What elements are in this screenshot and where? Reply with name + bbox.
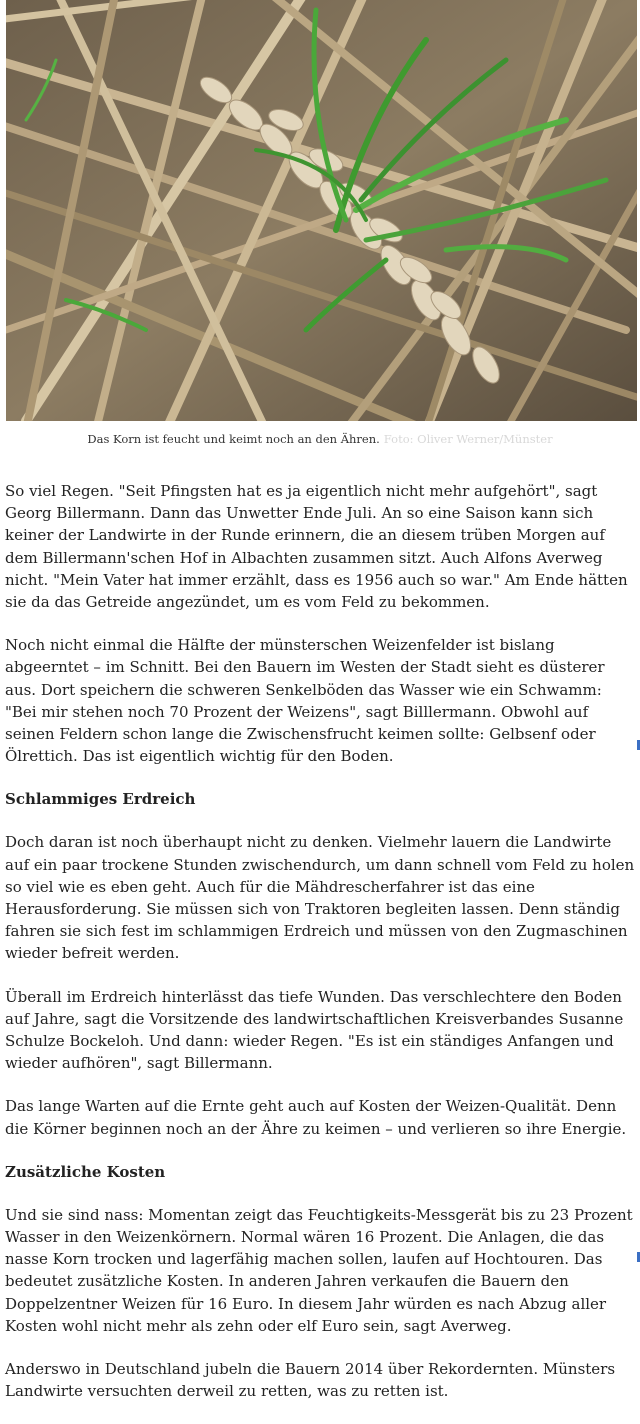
paragraph: Und sie sind nass: Momentan zeigt das Feuchtigkeits-Messgerät bis zu 23 Prozent Wasser in den Weizenkörnern. Normal wären 16 Prozent. Die Anlagen, die das nasse Korn trocken und lagerfähig machen sollen, laufen auf Hochtouren. Das bedeutet zusätzliche Kosten. In anderen Jahren verkaufen die Bauern den Doppelzentner Weizen für 16 Euro. In diesem Jahr würden es nach Abzug aller Kosten wohl nicht mehr als zehn oder elf Euro sein, sagt Averweg. [5, 1205, 633, 1335]
photo-caption [0, 432, 640, 446]
paragraph: Doch daran ist noch überhaupt nicht zu denken. Vielmehr lauern die Landwirte auf ein paar trockene Stunden zwischendurch, um dann schnell vom Feld zu holen so viel wie es eben geht. Auch für die Mähdrescherfahrer ist das eine Herausforderung. Sie müssen sich von Traktoren begleiten lassen. Denn ständig fahren sie sich fest im schlammigen Erdreich und müssen von den Zugmaschinen wieder befreit werden. [5, 833, 635, 963]
article-photo [6, 0, 637, 421]
paragraph: Noch nicht einmal die Hälfte der münsterschen Weizenfelder ist bislang abgeerntet – im Schnitt. Bei den Bauern im Westen der Stadt sieht es düsterer aus. Dort speichern die schweren Senkelböden das Wasser wie ein Schwamm: "Bei mir stehen noch 70 Prozent der Weizens", sagt Billlermann. Obwohl auf seinen Feldern schon lange die Zwischensfrucht keimen sollte: Gelbsenf oder Ölrettich. Das ist eigentlich wichtig für den Boden. [5, 636, 605, 766]
photo-credit: Foto: Oliver Werner/Münster [383, 432, 553, 446]
paragraph: Überall im Erdreich hinterlässt das tiefe Wunden. Das verschlechtere den Boden auf Jahre, sagt die Vorsitzende des landwirtschaftlichen Kreisverbandes Susanne Schulze Bockeloh. Und dann: wieder Regen. "Es ist ein ständiges Anfangen und wieder aufhören", sagt Billermann. [5, 987, 624, 1073]
section-heading: Schlammiges Erdreich [5, 790, 196, 809]
section-heading: Zusätzliche Kosten [5, 1162, 166, 1181]
paragraph: So viel Regen. "Seit Pfingsten hat es ja eigentlich nicht mehr aufgehört", sagt Georg Billermann. Dann das Unwetter Ende Juli. An so eine Saison kann sich keiner der Landwirte in der Runde erinnern, die an diesem trüben Morgen auf dem Billermann'schen Hof in Albachten zusammen sitzt. Auch Alfons Averweg nicht. "Mein Vater hat immer erzählt, dass es 1956 auch so war." Am Ende hätten sie da das Getreide angezündet, um es vom Feld zu bekommen. [5, 482, 628, 612]
paragraph: Das lange Warten auf die Ernte geht auch auf Kosten der Weizen-Qualität. Denn die Körner beginnen noch an der Ähre zu keimen – und verlieren so ihre Energie. [5, 1097, 627, 1138]
article-body [5, 480, 635, 1424]
paragraph: Anderswo in Deutschland jubeln die Bauern 2014 über Rekordernten. Münsters Landwirte versuchten derweil zu retten, was zu retten ist. [5, 1360, 616, 1401]
caption-text: Das Korn ist feucht und keimt noch an den Ähren. [87, 432, 380, 446]
wheat-field-image [6, 0, 637, 421]
